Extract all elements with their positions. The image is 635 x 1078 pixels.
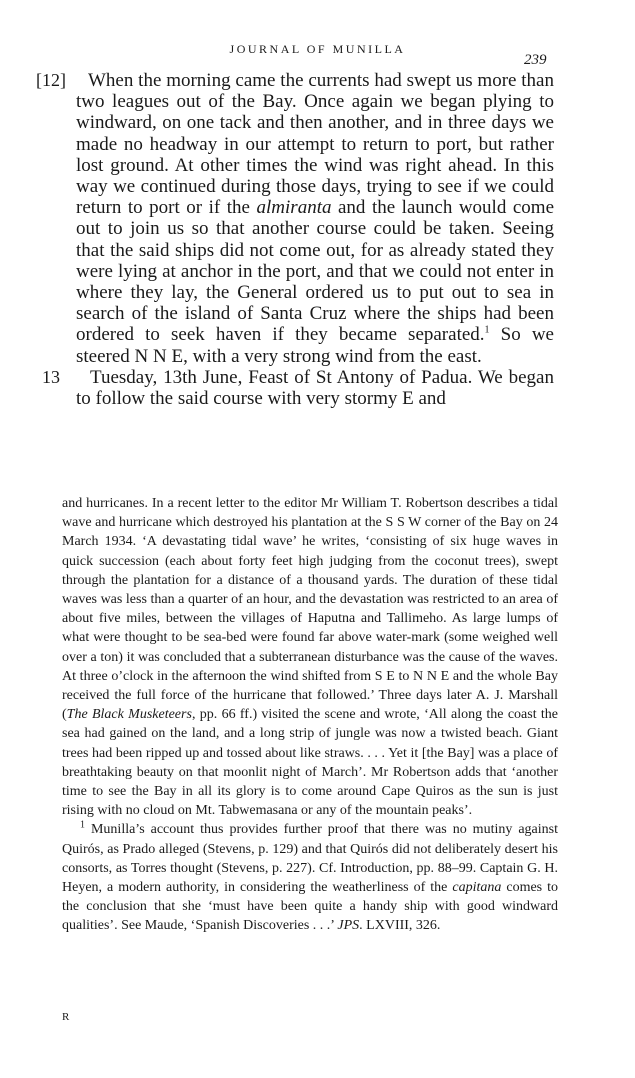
footnote-continuation-text-2: , pp. 66 ff.) visited the scene and wrote, ‘All along the coast the sea had gained on the land, and a long strip of jungle was now a twisted beach. Giant trees had been ripped up and tossed about like straws. . . . Yet it [the Bay] was a place of breathtaking beauty on that moonlit night of March’. Mr Robertson adds that ‘another time to see the Bay in all its glory is to come around Cape Quiros as the sun is just rising with no cloud on Mt. Tabwemasana or any of the mountain peaks’.: [62, 707, 559, 819]
footnote-1: [62, 820, 558, 935]
paragraph-12-text-2: and the launch would come out to join us so that another course could be taken. Seeing that the said ships did not come out, for as already stated they were lying at anchor in the port, and that we could not enter in where they lay, the General ordered us to put out to sea in search of the island of Santa Cruz where the ships had been ordered to seek haven if they became separated.: [76, 197, 554, 346]
capitana-term: capitana: [452, 880, 502, 896]
signature-mark: R: [62, 1011, 70, 1023]
journal-abbrev: JPS: [337, 918, 360, 934]
paragraph-number-12: [12]: [36, 70, 66, 90]
running-head: JOURNAL OF MUNILLA: [229, 42, 406, 56]
footnote-1-text-3: . LXVIII, 326.: [359, 918, 441, 934]
paragraph-13-text: Tuesday, 13th June, Feast of St Antony of Padua. We began to follow the said course with very stormy E and: [76, 366, 554, 410]
almiranta-term: almiranta: [256, 197, 332, 219]
paragraph-number-13: 13: [42, 366, 60, 387]
paragraph-12-text-1: When the morning came the currents had swept us more than two leagues out of the Bay. Once again we began plying to windward, on one tack and then another, and in three days we made no headway in our attempt to return to port, but rather lost ground. At other times the wind was right ahead. In this way we continued during those days, trying to see if we could return to port or if the: [76, 70, 554, 219]
footnote-mark: 1: [80, 819, 85, 831]
footnote-reference: 1: [484, 325, 490, 337]
paragraph-12-text-3: So we steered N N E, with a very strong wind from the east.: [76, 324, 554, 367]
book-title: The Black Musketeers: [66, 707, 192, 723]
page-number: 239: [524, 52, 547, 68]
footnote-1-text-2: comes to the conclusion that she ‘must have been quite a handy ship with good windward qualities’. See Maude, ‘Spanish Discoveries . . .’: [62, 880, 558, 934]
footnote-1-text-1: Munilla’s account thus provides further proof that there was no mutiny against Quirós, as Prado alleged (Stevens, p. 129) and that Quirós did not deliberately desert his consorts, as Torres thought (Stevens, p. 227). Cf. Introduction, pp. 88–99. Captain G. H. Heyen, a modern authority, in considering the weatherliness of the: [62, 822, 558, 896]
footnotes: [62, 494, 558, 936]
footnote-continuation: [62, 494, 558, 820]
main-text: [36, 70, 554, 410]
paragraph-13: [42, 366, 554, 410]
footnote-continuation-text-1: and hurricanes. In a recent letter to the editor Mr William T. Robertson describes a tidal wave and hurricane which destroyed his plantation at the S S W corner of the Bay on 24 March 1934. ‘A devastating tidal wave’ he writes, ‘consisting of six huge waves in quick succession (each about forty feet high judging from the coconut trees), swept through the plantation for a distance of a thousand yards. The duration of these tidal waves was less than a quarter of an hour, and the devastation was restricted to an area of about five miles, between the villages of Haputna and Tallimeho. As large lumps of what were thought to be sea-bed were found far above water-mark (some weighed well over a ton) it was concluded that a subterranean disturbance was the cause of the waves. At three o’clock in the afternoon the wind shifted from S E to N N E and the whole Bay received the full force of the hurricane that followed.’ Three days later A. J. Marshall (: [62, 496, 558, 723]
paragraph-12: [36, 70, 554, 367]
